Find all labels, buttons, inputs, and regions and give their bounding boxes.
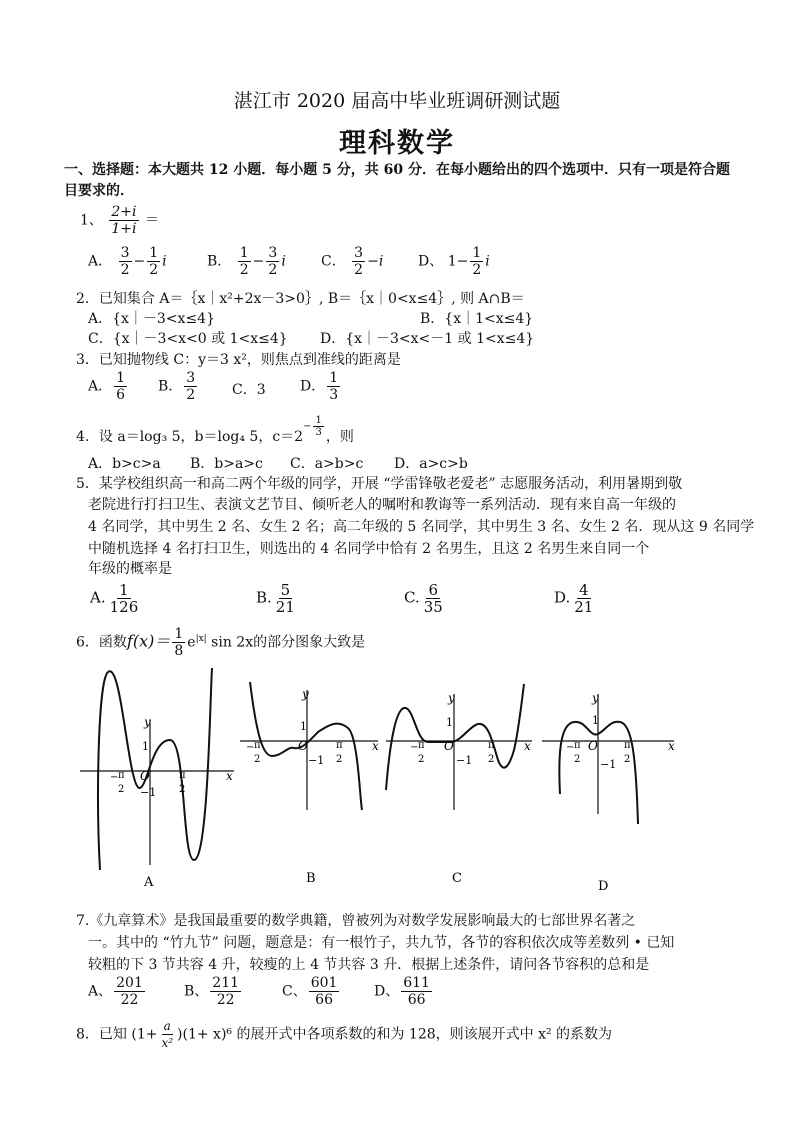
fraction-denominator: 2 (149, 262, 159, 278)
fraction-numerator: 1 (149, 245, 159, 261)
fraction-numerator: 3 (186, 370, 196, 386)
question-3-stem: 3．已知抛物线 C：y＝3 x²，则焦点到准线的距离是 (76, 352, 401, 368)
question-7-line-1: 7.《九章算术》是我国最重要的数学典籍，曾被列为对数学发展影响最大的七部世界名著之 (76, 913, 636, 929)
tick-2: 2 (574, 754, 581, 765)
fraction-numerator: 1 (116, 370, 126, 386)
graph-label-d: D (598, 879, 609, 892)
graph-label-a: A (144, 875, 154, 890)
graph-b (238, 670, 383, 890)
question-5-option-d (554, 582, 597, 615)
question-4-option-d: D．a>c>b (394, 456, 468, 472)
tick-neg-1: −1 (456, 754, 473, 767)
tick-pi: π (118, 770, 125, 781)
fraction-denominator: 126 (109, 598, 139, 616)
graph-c (384, 680, 536, 892)
question-2-option-c: C．{x｜－3<x<0 或 1<x≤4} (88, 331, 288, 347)
tick-pi: π (488, 740, 495, 751)
question-6-stem (76, 626, 365, 659)
fraction-denominator: 2 (268, 262, 278, 278)
fraction-numerator: 3 (120, 245, 130, 261)
fraction-denominator: 2 (239, 262, 249, 278)
question-2-stem: 2．已知集合 A＝｛x｜x²+2x－3>0｝, B＝｛x｜0<x≤4｝, 则 A∩B＝ (76, 291, 525, 307)
fraction (109, 204, 138, 237)
fraction-denominator: 2 (354, 262, 364, 278)
trig-term: sin 2x (206, 634, 254, 651)
question-1-stem (80, 204, 159, 237)
function-name: f(x)＝ (126, 631, 171, 651)
tick-2: 2 (488, 754, 495, 765)
tick-pi: π (179, 770, 186, 781)
question-5-line-5: 年级的概率是 (88, 561, 172, 577)
option-label: A． (88, 378, 113, 395)
fraction-numerator: 3 (354, 245, 364, 261)
fraction-numerator: 211 (212, 975, 240, 991)
question-3-option-c: C．3 (232, 382, 266, 398)
tick-2: 2 (624, 754, 631, 765)
fraction-denominator: 8 (174, 643, 184, 659)
minus-sign: − (133, 253, 146, 270)
fraction-denominator: 22 (216, 992, 235, 1008)
tick-minus: − (410, 742, 419, 753)
option-label: D、 (374, 983, 400, 1000)
question-7-line-2: 一。其中的 “竹九节” 问题，题意是：有一根竹子，共九节，各节的容积依次成等差数列 • 已知 (88, 935, 675, 951)
tick-minus: − (110, 772, 119, 783)
fraction-numerator: 601 (310, 975, 338, 991)
fraction-denominator: 66 (315, 992, 333, 1008)
graph-d (540, 684, 690, 892)
tick-neg-1: −1 (308, 754, 325, 767)
option-label: B. (256, 588, 272, 607)
tick-pi: π (418, 740, 425, 751)
question-number: 1、 (80, 212, 103, 229)
question-5-option-c (404, 582, 447, 615)
question-7-option-c (282, 975, 341, 1008)
tick-pi: π (574, 740, 581, 751)
option-tail: −i (367, 253, 384, 270)
question-2-option-d: D．{x｜－3<x<－1 或 1<x≤4} (320, 331, 535, 347)
tick-1: 1 (592, 714, 599, 727)
y-label: y (144, 715, 151, 729)
stem-text-tail: ，则 (325, 429, 354, 445)
fraction-numerator: 1 (174, 626, 184, 642)
tick-2: 2 (336, 754, 343, 765)
tick-neg-1: −1 (140, 786, 157, 799)
fraction-numerator: 1 (472, 245, 482, 261)
option-label: D． (300, 378, 326, 395)
fraction-denominator: 2 (472, 262, 482, 278)
fraction-denominator: 6 (116, 387, 126, 403)
curve (98, 668, 212, 870)
graph-a (78, 660, 238, 890)
question-3-option-b (158, 370, 199, 403)
graph-label-b: B (306, 871, 316, 886)
origin-label: O (444, 739, 454, 753)
curve (386, 684, 524, 790)
imaginary-unit: i (485, 253, 490, 270)
tick-minus: − (246, 742, 255, 753)
tick-1: 1 (142, 740, 149, 753)
question-3-option-a (88, 370, 129, 403)
option-label: B． (158, 378, 183, 395)
tick-2: 2 (254, 754, 261, 765)
fraction-numerator: 611 (403, 975, 430, 991)
option-label: A． (88, 253, 113, 270)
fraction-numerator: 5 (280, 581, 291, 599)
section-heading: 一、选择题：本大题共 12 小题．每小题 5 分，共 60 分．在每小题给出的四个选项中．只有一项是符合题目要求的． (64, 162, 730, 199)
stem-text: 8．已知 (1+ (76, 1026, 158, 1043)
question-7-option-a (88, 975, 147, 1008)
y-label: y (592, 691, 599, 705)
fraction-numerator: 1 (239, 245, 249, 261)
fraction-denominator: x² (161, 1036, 174, 1050)
tick-1: 1 (446, 716, 453, 729)
tick-2: 2 (118, 784, 125, 795)
exam-title: 湛江市 2020 届高中毕业班调研测试题 (233, 90, 561, 112)
question-4-option-a: A．b>c>a (88, 456, 161, 472)
question-1-option-a (88, 245, 167, 278)
x-label: x (524, 739, 531, 753)
origin-label: O (140, 769, 150, 783)
stem-text: 6．函数 (76, 634, 127, 651)
fraction-numerator: 1 (329, 370, 339, 386)
fraction-denominator: 2 (186, 387, 196, 403)
fraction-denominator: 66 (407, 992, 426, 1008)
question-1-option-b (207, 245, 286, 278)
question-2-option-b: B．{x｜1<x≤4} (420, 311, 534, 327)
option-label: C. (404, 588, 420, 607)
exp-power: |x| (195, 633, 207, 644)
question-5-line-1: 5．某学校组织高一和高二两个年级的同学，开展 “学雷锋敬老爱老” 志愿服务活动，利用暑期到敬 (76, 476, 683, 492)
option-label: A. (90, 588, 106, 607)
tick-2: 2 (418, 754, 425, 765)
fraction-denominator: 21 (275, 598, 295, 616)
tick-1: 1 (300, 720, 307, 733)
fraction-numerator: 1 (119, 581, 129, 599)
tick-pi: π (624, 740, 631, 751)
tick-pi: π (336, 740, 343, 751)
question-5-line-2: 老院进行打扫卫生、表演文艺节目、倾听老人的嘱咐和教诲等一系列活动．现有来自高一年级的 (88, 497, 676, 513)
stem-text: 4．设 a＝log₃ 5，b＝log₄ 5，c＝2 (76, 429, 304, 445)
fraction-denominator: 1+i (111, 221, 137, 237)
question-7-line-3: 较粗的下 3 节共容 4 升，较瘦的上 4 节共容 3 升．根据上述条件，请问各节容积的总和是 (88, 957, 650, 973)
question-5-line-3: 4 名同学，其中男生 2 名、女生 2 名；高二年级的 5 名同学，其中男生 3 名、女生 2 名．现从这 9 名同学 (88, 519, 755, 535)
question-7-option-d (374, 975, 434, 1008)
x-label: x (668, 739, 675, 753)
question-1-option-d (418, 245, 490, 278)
fraction-denominator: 2 (120, 262, 130, 278)
question-1-option-c (321, 245, 383, 278)
imaginary-unit: i (162, 253, 167, 270)
option-label: A、 (88, 983, 113, 1000)
fraction-denominator: 22 (120, 992, 139, 1008)
stem-text-tail: )(1+ x)⁶ 的展开式中各项系数的和为 128，则该展开式中 x² 的系数为 (177, 1026, 613, 1043)
fraction-numerator: 1 (315, 415, 322, 426)
question-4-stem (76, 415, 354, 450)
option-label: C、 (282, 983, 307, 1000)
fraction-denominator: 3 (329, 387, 339, 403)
graph-label-c: C (452, 871, 462, 886)
option-label: B． (207, 253, 232, 270)
fraction-denominator: 21 (574, 598, 594, 616)
minus-sign: − (252, 253, 265, 270)
option-prefix: 1− (447, 253, 469, 270)
question-4-option-b: B．b>a>c (190, 456, 263, 472)
y-label: y (302, 687, 309, 701)
question-5-option-b (256, 582, 299, 615)
fraction-numerator: 3 (268, 245, 278, 261)
x-label: x (226, 769, 233, 783)
option-label: C． (321, 253, 346, 270)
tick-neg-1: −1 (600, 758, 617, 771)
fraction-denominator: 35 (423, 598, 443, 616)
origin-label: O (588, 739, 598, 753)
fraction-numerator: a (163, 1019, 171, 1033)
exp-base: e (187, 634, 196, 651)
fraction-denominator: 3 (315, 427, 322, 438)
fraction-numerator: 2+i (111, 204, 137, 220)
question-3-option-d (300, 370, 342, 403)
x-label: x (372, 739, 379, 753)
fraction-numerator: 6 (428, 581, 439, 599)
equals-sign: ＝ (144, 212, 159, 229)
y-label: y (448, 691, 455, 705)
fraction-numerator: 201 (116, 975, 143, 991)
imaginary-unit: i (281, 253, 286, 270)
exam-subject: 理科数学 (339, 128, 455, 159)
minus-sign: − (303, 421, 312, 432)
fraction-numerator: 4 (579, 581, 589, 599)
option-label: D、 (418, 253, 444, 270)
tick-minus: − (566, 742, 575, 753)
option-label: D. (554, 588, 571, 607)
tick-pi: π (254, 740, 261, 751)
origin-label: O (298, 739, 308, 753)
exponent (303, 415, 326, 438)
stem-text-tail: 的部分图象大致是 (253, 634, 366, 651)
option-label: B、 (184, 983, 209, 1000)
question-2-option-a: A．{x｜－3<x≤4} (88, 311, 215, 327)
tick-2: 2 (179, 784, 186, 795)
question-5-line-4: 中随机选择 4 名打扫卫生，则选出的 4 名同学中恰有 2 名男生，且这 2 名男生来自同一个 (88, 541, 650, 557)
question-8-stem (76, 1018, 612, 1051)
question-5-option-a (90, 582, 142, 615)
question-7-option-b (184, 975, 243, 1008)
question-4-option-c: C．a>b>c (290, 456, 364, 472)
curve (559, 722, 638, 824)
